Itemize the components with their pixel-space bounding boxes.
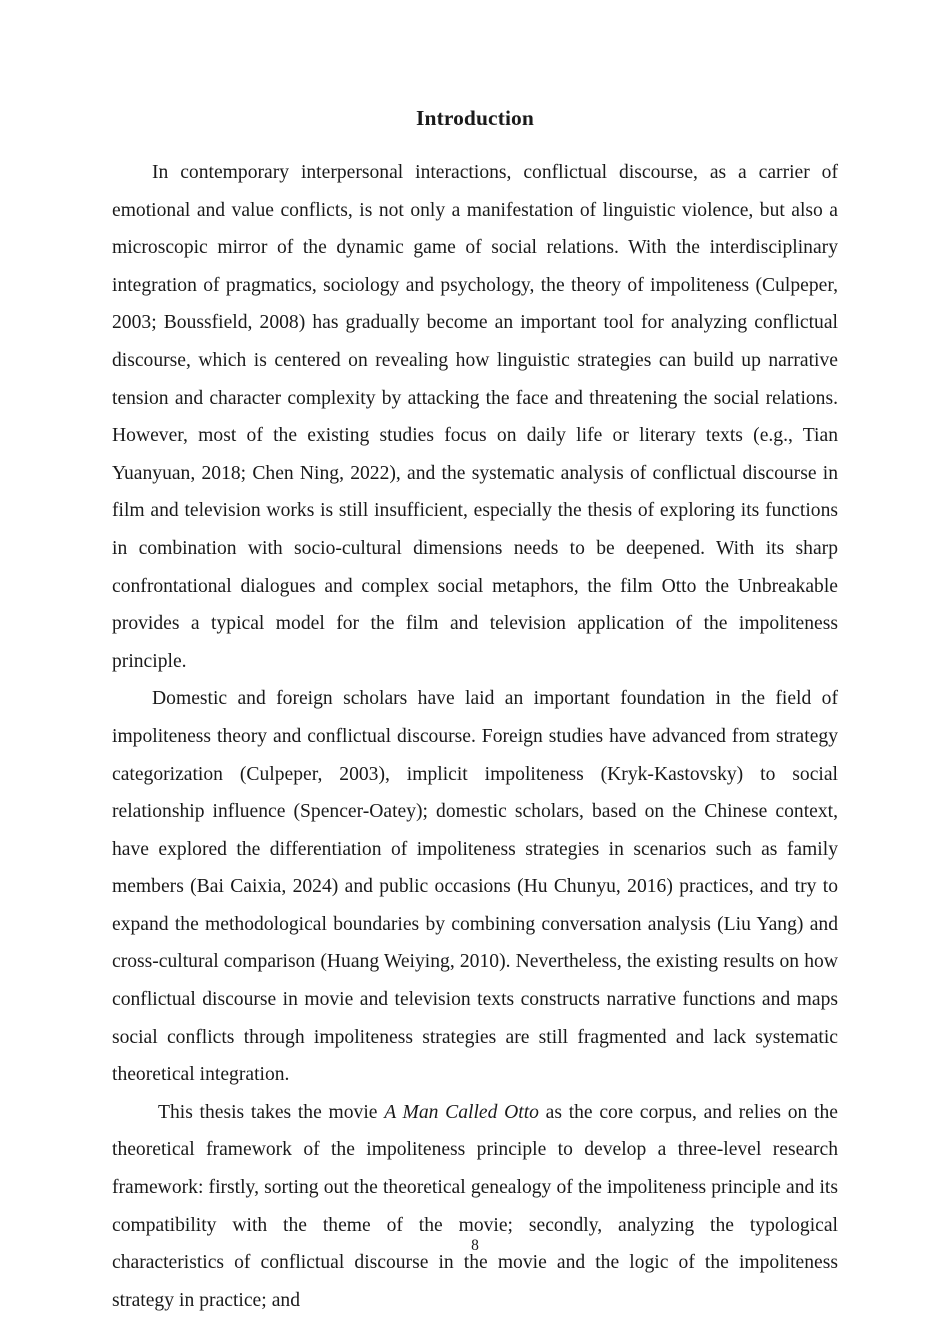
page-number: 8 bbox=[471, 1237, 479, 1254]
para-1: In contemporary interpersonal interactions, conflictual discourse, as a carrier of emotional and value conflicts, is not only a manifestation of linguistic violence, but also a microscopic mirror of the dynamic game of social relations. With the interdisciplinary integration of pragmatics, sociology and psychology, the theory of impoliteness (Culpeper, 2003; Boussfield, 2008) has gradually become an important tool for analyzing conflictual discourse, which is centered on revealing how linguistic strategies can build up narrative tension and character complexity by attacking the face and threatening the social relations. However, most of the existing studies focus on daily life or literary texts (e.g., Tian Yuanyuan, 2018; Chen Ning, 2022), and the systematic analysis of conflictual discourse in film and television works is still insufficient, especially the thesis of exploring its functions in combination with socio-cultural dimensions needs to be deepened. With its sharp confrontational dialogues and complex social metaphors, the film Otto the Unbreakable provides a typical model for the film and television application of the impoliteness principle. bbox=[112, 162, 838, 672]
para-3: This thesis takes the movie A Man Called Otto as the core corpus, and relies on the theoretical framework of the impoliteness principle to develop a three-level research framework: firstly, sorting out the theoretical genealogy of the impoliteness principle and its compatibility with the theme of the movie; secondly, analyzing the typological characteristics of conflictual discourse in the movie and the logic of the impoliteness strategy in practice; and bbox=[112, 1101, 838, 1311]
italic-title-run: A Man Called Otto bbox=[384, 1101, 539, 1123]
page-title: Introduction bbox=[416, 106, 534, 130]
para-2: Domestic and foreign scholars have laid an important foundation in the field of impoliteness theory and conflictual discourse. Foreign studies have advanced from strategy categorization (Culpeper, 2003), implicit impoliteness (Kryk-Kastovsky) to social relationship influence (Spencer-Oatey); domestic scholars, based on the Chinese context, have explored the differentiation of impoliteness strategies in scenarios such as family members (Bai Caixia, 2024) and public occasions (Hu Chunyu, 2016) practices, and try to expand the methodological boundaries by combining conversation analysis (Liu Yang) and cross-cultural comparison (Huang Weiying, 2010). Nevertheless, the existing results on how conflictual discourse in movie and television texts constructs narrative functions and maps social conflicts through impoliteness strategies are still fragmented and lack systematic theoretical integration. bbox=[112, 688, 838, 1086]
page-content bbox=[112, 104, 838, 1319]
body-text bbox=[112, 154, 838, 1319]
